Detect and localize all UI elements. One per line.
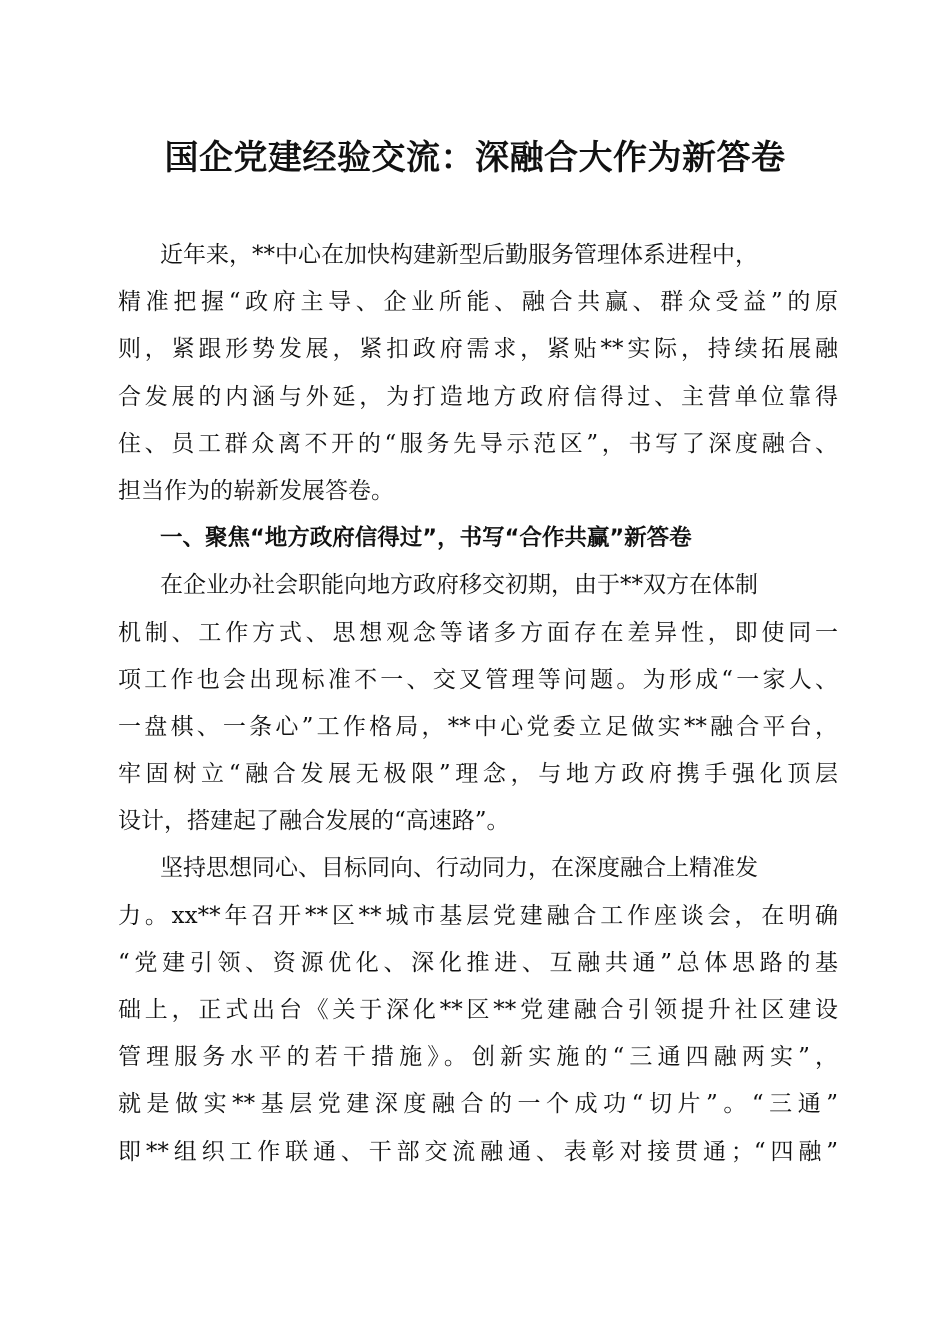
paragraph-line: 坚持思想同心、目标同向、行动同力，在深度融合上精准发 [160, 855, 758, 882]
paragraph-line: 担当作为的崭新发展答卷。 [118, 477, 394, 504]
paragraph-line: 机制、工作方式、思想观念等诸多方面存在差异性，即使同一 [118, 619, 838, 646]
paragraph-line: “党建引领、资源优化、深化推进、互融共通”总体思路的基 [118, 949, 838, 976]
paragraph-line: 设计，搭建起了融合发展的“高速路”。 [118, 808, 510, 835]
paragraph-line: 项工作也会出现标准不一、交叉管理等问题。为形成“一家人、 [118, 666, 838, 693]
paragraph-line: 础上，正式出台《关于深化**区**党建融合引领提升社区建设 [118, 997, 838, 1023]
paragraph-line: 在企业办社会职能向地方政府移交初期，由于**双方在体制 [160, 572, 758, 599]
paragraph-line: 则，紧跟形势发展，紧扣政府需求，紧贴**实际，持续拓展融 [118, 336, 838, 363]
paragraph-line: 就是做实**基层党建深度融合的一个成功“切片”。“三通” [118, 1091, 838, 1118]
paragraph-line: 管理服务水平的若干措施》。创新实施的“三通四融两实”， [118, 1044, 838, 1071]
document-body [118, 232, 838, 1176]
document-title: 国企党建经验交流：深融合大作为新答卷 [164, 138, 786, 178]
paragraph-line: 住、员工群众离不开的“服务先导示范区”，书写了深度融合、 [118, 430, 838, 457]
paragraph-line: 近年来，**中心在加快构建新型后勤服务管理体系进程中， [160, 242, 758, 268]
paragraph-line: 即**组织工作联通、干部交流融通、表彰对接贯通；“四融” [118, 1138, 838, 1165]
paragraph-line: 精准把握“政府主导、企业所能、融合共赢、群众受益”的原 [118, 289, 838, 316]
paragraph-line: 一盘棋、一条心”工作格局，**中心党委立足做实**融合平台， [118, 713, 838, 740]
paragraph-line: 牢固树立“融合发展无极限”理念，与地方政府携手强化顶层 [118, 761, 838, 788]
paragraph-line: 合发展的内涵与外延，为打造地方政府信得过、主营单位靠得 [118, 383, 838, 410]
section-heading: 一、聚焦“地方政府信得过”，书写“合作共赢”新答卷 [160, 525, 692, 552]
paragraph-line: 力。xx**年召开**区**城市基层党建融合工作座谈会，在明确 [118, 902, 838, 929]
